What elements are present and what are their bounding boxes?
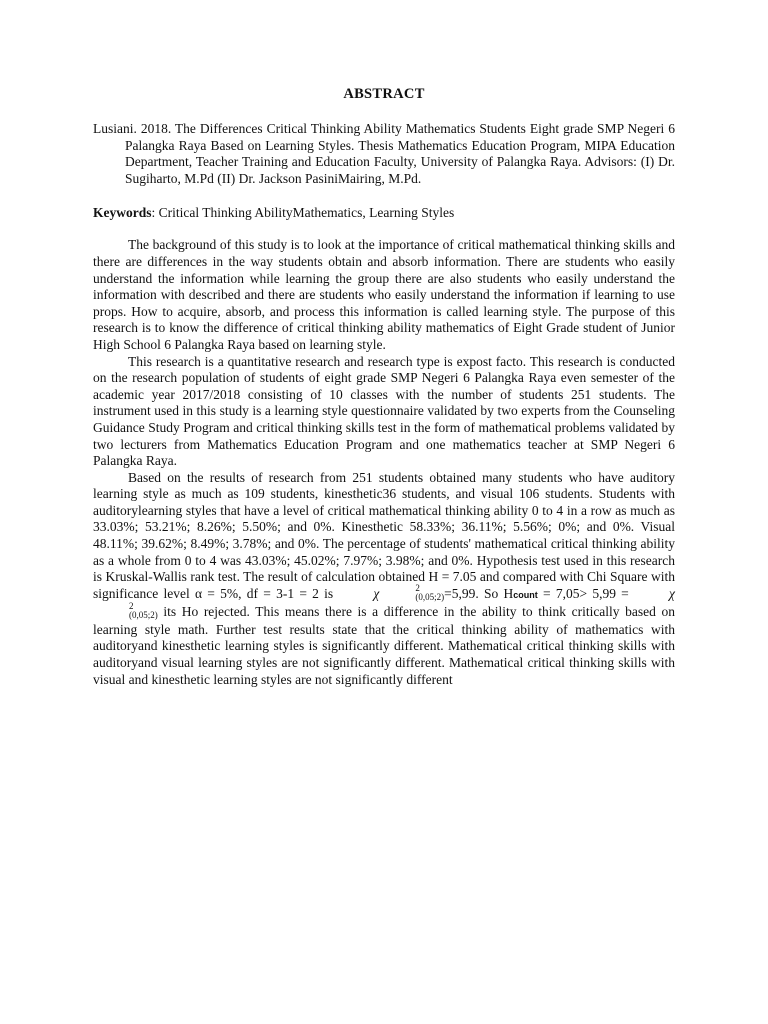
paragraph-3-part-b: =5,99. So H xyxy=(444,585,514,601)
citation-paragraph: Lusiani. 2018. The Differences Critical Thinking Ability Mathematics Students Eight grade SMP Negeri 6 Palangka Raya Based on Learning Styles. Thesis Mathematics Education Program, MIPA Education Department, Teacher Training and Education Faculty, University of Palangka Raya. Advisors: (I) Dr. Sugiharto, M.Pd (II) Dr. Jackson PasiniMairing, M.Pd. xyxy=(93,121,675,186)
chi-square-indices-2 xyxy=(94,602,158,620)
chi-subscript-1: (0,05;2) xyxy=(415,591,445,602)
paragraph-3-part-a: Based on the results of research from 251 students obtained many students who have auditory learning style as much as 109 students, kinesthetic36 students, and visual 106 students. Students with auditorylearning styles that have a level of critical mathematical thinking ability 0 to 4 in a row as much as 33.03%; 53.21%; 8.26%; 5.50%; and 0%. Kinesthetic 58.33%; 36.11%; 5.56%; 0%; and 0%. Visual 48.11%; 39.62%; 8.49%; 3.78%; and 0%. The percentage of students' mathematical critical thinking ability as a whole from 0 to 4 was 43.03%; 45.02%; 7.97%; 3.98%; and 0%. Hypothesis test used in this research is Kruskal-Wallis rank test. The result of calculation obtained H = 7.05 and compared with Chi Square with significance level α = 5%, df = 3-1 = 2 is xyxy=(93,469,675,601)
chi-superscript-2: 2 xyxy=(129,600,134,611)
keywords-label: Keywords xyxy=(93,205,152,221)
body-paragraph-1: The background of this study is to look at the importance of critical mathematical thinking skills and there are differences in the way students obtain and absorb information. There are students who easily understand the information while learning the group there are also students who easily understand the information with described and there are students who easily understand the information if learning to use props. How to acquire, absorb, and process this information is called learning style. The purpose of this research is to know the difference of critical thinking ability mathematics of Eight Grade student of Junior High School 6 Palangka Raya based on learning style. xyxy=(93,237,675,352)
h-count-subscript: count xyxy=(513,589,538,600)
paragraph-3-part-d: its Ho rejected. This means there is a difference in the ability to think critically based on learning style math. Further test results state that the critical thinking ability of mathematics with auditoryand kinesthetic learning styles is significantly different. Mathematical critical thinking skills with auditoryand visual learning styles are not significantly different. Mathematical critical thinking skills with visual and kinesthetic learning styles are not significantly different xyxy=(93,603,675,687)
document-page xyxy=(93,86,675,688)
paragraph-3-part-c: = 7,05> 5,99 = xyxy=(537,585,635,601)
keywords-line xyxy=(93,204,675,221)
chi-subscript-2: (0,05;2) xyxy=(129,609,158,620)
chi-square-symbol-2: χ xyxy=(669,585,675,601)
chi-superscript-1: 2 xyxy=(415,582,420,593)
body-paragraph-2: This research is a quantitative research and research type is expost facto. This research is conducted on the research population of students of eight grade SMP Negeri 6 Palangka Raya even semester of the academic year 2017/2018 consisting of 10 classes with the number of students 251 students. The instrument used in this study is a learning style questionnaire validated by two experts from the Counseling Guidance Study Program and critical thinking skills test in the form of mathematical problems validated by two lecturers from Mathematics Education Program and one mathematics teacher at SMP Negeri 6 Palangka Raya. xyxy=(93,353,675,469)
abstract-title: ABSTRACT xyxy=(343,86,425,102)
chi-square-symbol-1: χ xyxy=(373,585,380,601)
keywords-text: : Critical Thinking AbilityMathematics, Learning Styles xyxy=(151,205,455,221)
chi-square-indices-1 xyxy=(380,584,444,602)
body-paragraph-3 xyxy=(93,470,675,689)
